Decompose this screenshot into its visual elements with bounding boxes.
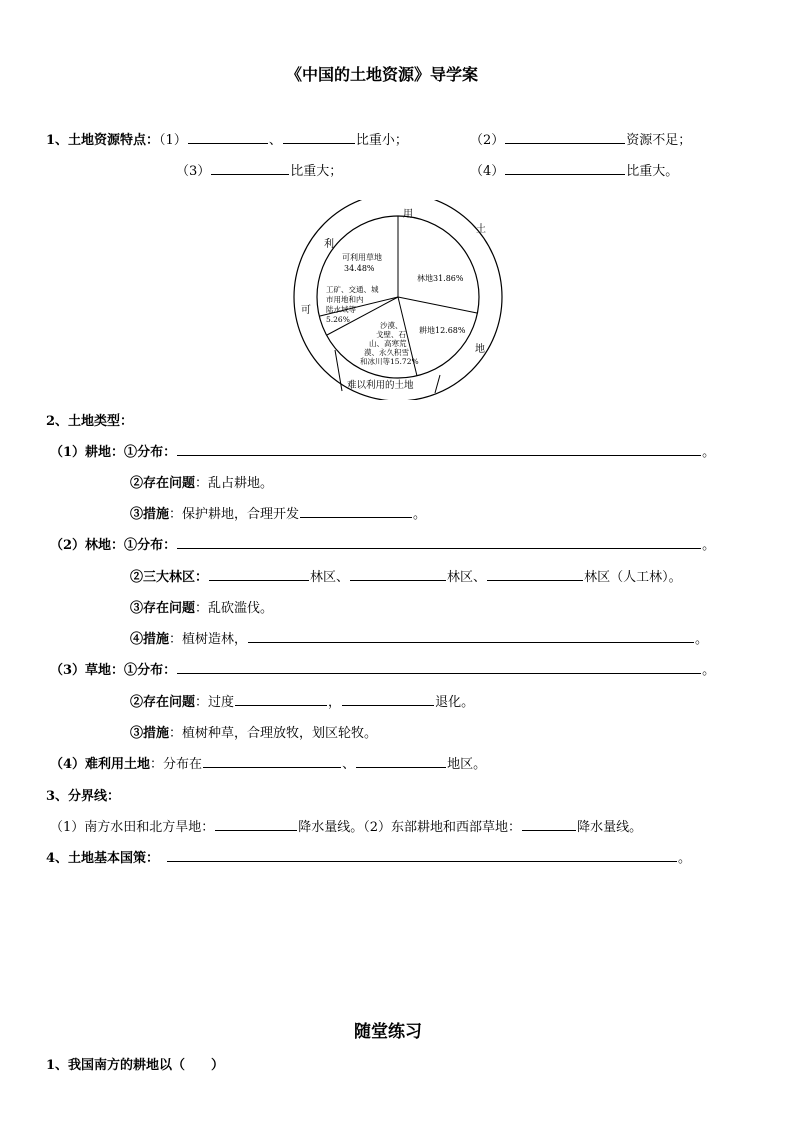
q1-blank4[interactable]	[211, 161, 289, 175]
hardland-sep: 、	[342, 757, 356, 772]
ring-label: 地	[475, 344, 485, 355]
farmland-item1: 分布：	[137, 445, 177, 460]
q3-blank1[interactable]	[215, 817, 297, 831]
farmland-num3: ③	[130, 507, 144, 522]
forest-num2: ②	[130, 570, 144, 585]
q1-row1	[46, 129, 408, 148]
q1-text1: 比重小；	[355, 133, 408, 148]
farmland-row2	[130, 472, 273, 491]
forest-num3: ③	[130, 601, 144, 616]
forest-text-c: 林区（人工林）。	[584, 570, 682, 585]
q1-p2: （2）	[470, 133, 505, 148]
ring-label: 土	[476, 224, 486, 235]
forest-dist-blank[interactable]	[177, 535, 701, 549]
ring-label: 利	[324, 239, 334, 250]
q1-blank1[interactable]	[188, 130, 268, 144]
forest-item1: 分布：	[137, 538, 177, 553]
grass-row3	[130, 722, 377, 741]
hardland-value: ：分布在	[150, 757, 203, 772]
q3-text1: （1）南方水田和北方旱地：	[50, 820, 215, 835]
sector-label-industry: 5.26%	[326, 315, 350, 324]
q1-row2	[176, 160, 342, 179]
grass-problem-blank2[interactable]	[342, 692, 434, 706]
forest-item3: 存在问题	[143, 601, 196, 616]
grass-num2: ②	[130, 695, 144, 710]
q1-blank5[interactable]	[505, 161, 625, 175]
pie-ring-divider	[335, 350, 342, 391]
ring-label: 用	[403, 209, 413, 220]
q4-label: 4、土地基本国策：	[46, 851, 160, 866]
hardland-head: （4）难利用土地	[50, 757, 151, 772]
ring-bottom-label: 难以利用的土地	[347, 380, 414, 391]
sector-label-grass: 可利用草地	[342, 253, 382, 262]
forest-num4: ④	[130, 632, 144, 647]
practice-title: 随堂练习	[354, 1022, 422, 1042]
forest-end4: 。	[695, 632, 709, 647]
q1-blank3[interactable]	[505, 130, 625, 144]
q2-label: 2、土地类型：	[46, 414, 134, 429]
q4-blank[interactable]	[167, 848, 677, 862]
sector-label-industry: 市用地和内	[326, 295, 364, 304]
farmland-head: （1）耕地：	[50, 445, 125, 460]
q1-text3: 比重大；	[290, 164, 343, 179]
farmland-measure-blank[interactable]	[300, 504, 412, 518]
forest-row3	[130, 597, 273, 616]
q1-label: 1、土地资源特点：	[46, 133, 160, 148]
sector-label-desert: 山、高寒荒	[369, 339, 407, 348]
grass-dist-blank[interactable]	[177, 660, 701, 674]
grass-num3: ③	[130, 726, 144, 741]
hardland-row	[50, 753, 486, 772]
forest-item4: 措施	[143, 632, 170, 647]
q3-label: 3、分界线：	[46, 789, 121, 804]
grass-end1: 。	[702, 663, 716, 678]
farmland-dist-blank[interactable]	[177, 442, 701, 456]
forest-row2	[130, 566, 682, 585]
sector-label-desert: 和冰川等15.72%	[360, 357, 419, 366]
q1-sep1: 、	[268, 133, 282, 148]
grass-item1: 分布：	[137, 663, 177, 678]
q1-row1-right	[470, 129, 691, 148]
q1-p1: （1）	[159, 133, 187, 148]
forest-value4: ：植树造林，	[169, 632, 248, 647]
farmland-row1	[50, 441, 715, 460]
forest-num1: ①	[124, 538, 138, 553]
pie-divider	[398, 297, 477, 313]
grass-value2: ：过度	[195, 695, 235, 710]
grass-num1: ①	[124, 663, 138, 678]
forest-measure-blank[interactable]	[248, 629, 694, 643]
q3-row	[50, 816, 642, 835]
q1-p4: （4）	[470, 164, 505, 179]
q3-text2: 降水量线。（2）东部耕地和西部草地：	[298, 820, 522, 835]
q1-p3: （3）	[176, 164, 211, 179]
farmland-end1: 。	[702, 445, 716, 460]
q1-text4: 比重大。	[626, 164, 679, 179]
farmland-item3: 措施	[143, 507, 170, 522]
forest-region-blank2[interactable]	[350, 567, 446, 581]
grass-sep2: ，	[328, 695, 342, 710]
farmland-num2: ②	[130, 476, 144, 491]
grass-row2	[130, 691, 474, 710]
pie-ring-divider	[435, 375, 440, 393]
sector-label-farmland: 耕地12.68%	[419, 326, 466, 335]
forest-region-blank3[interactable]	[487, 567, 583, 581]
grass-item2: 存在问题	[143, 695, 196, 710]
grass-head: （3）草地：	[50, 663, 125, 678]
sector-label-grass: 34.48%	[344, 264, 375, 273]
grass-value3: ：植树种草，合理放牧，划区轮牧。	[169, 726, 378, 741]
forest-row4	[130, 628, 708, 647]
sector-label-desert: 漠、永久积雪	[364, 348, 409, 357]
forest-text-b: 林区、	[447, 570, 487, 585]
forest-end1: 。	[702, 538, 716, 553]
q1-row2-right	[470, 160, 678, 179]
q4-row	[46, 847, 691, 866]
forest-value3: ：乱砍滥伐。	[195, 601, 274, 616]
forest-row1	[50, 534, 715, 553]
q4-end: 。	[678, 851, 692, 866]
farmland-num1: ①	[124, 445, 138, 460]
forest-head: （2）林地：	[50, 538, 125, 553]
forest-text-a: 林区、	[310, 570, 350, 585]
q3-blank2[interactable]	[522, 817, 576, 831]
farmland-row3	[130, 503, 426, 522]
farmland-end3: 。	[413, 507, 427, 522]
farmland-value2: ：乱占耕地。	[195, 476, 274, 491]
land-pie-diagram	[290, 200, 510, 400]
farmland-item2: 存在问题	[143, 476, 196, 491]
grass-row1	[50, 659, 715, 678]
hardland-end: 地区。	[447, 757, 487, 772]
q1-blank2[interactable]	[283, 130, 355, 144]
q1-text2: 资源不足；	[626, 133, 692, 148]
hardland-blank1[interactable]	[203, 754, 341, 768]
sector-label-desert: 戈壁、石	[376, 330, 406, 339]
grass-end2: 退化。	[435, 695, 475, 710]
ring-label: 可	[301, 305, 311, 316]
grass-item3: 措施	[143, 726, 170, 741]
sector-label-forest: 林地31.86%	[417, 274, 464, 283]
grass-problem-blank1[interactable]	[235, 692, 327, 706]
q3-text3: 降水量线。	[577, 820, 643, 835]
sector-label-desert: 沙漠、	[380, 321, 403, 330]
forest-item2: 三大林区：	[143, 570, 209, 585]
sector-label-industry: 陆水域等	[326, 305, 356, 314]
practice-q1: 1、我国南方的耕地以（ ）	[46, 1058, 225, 1073]
forest-region-blank1[interactable]	[209, 567, 309, 581]
farmland-value3: ：保护耕地，合理开发	[169, 507, 300, 522]
hardland-blank2[interactable]	[356, 754, 446, 768]
sector-label-industry: 工矿、交通、城	[326, 285, 379, 294]
page-title: 《中国的土地资源》导学案	[286, 65, 479, 84]
